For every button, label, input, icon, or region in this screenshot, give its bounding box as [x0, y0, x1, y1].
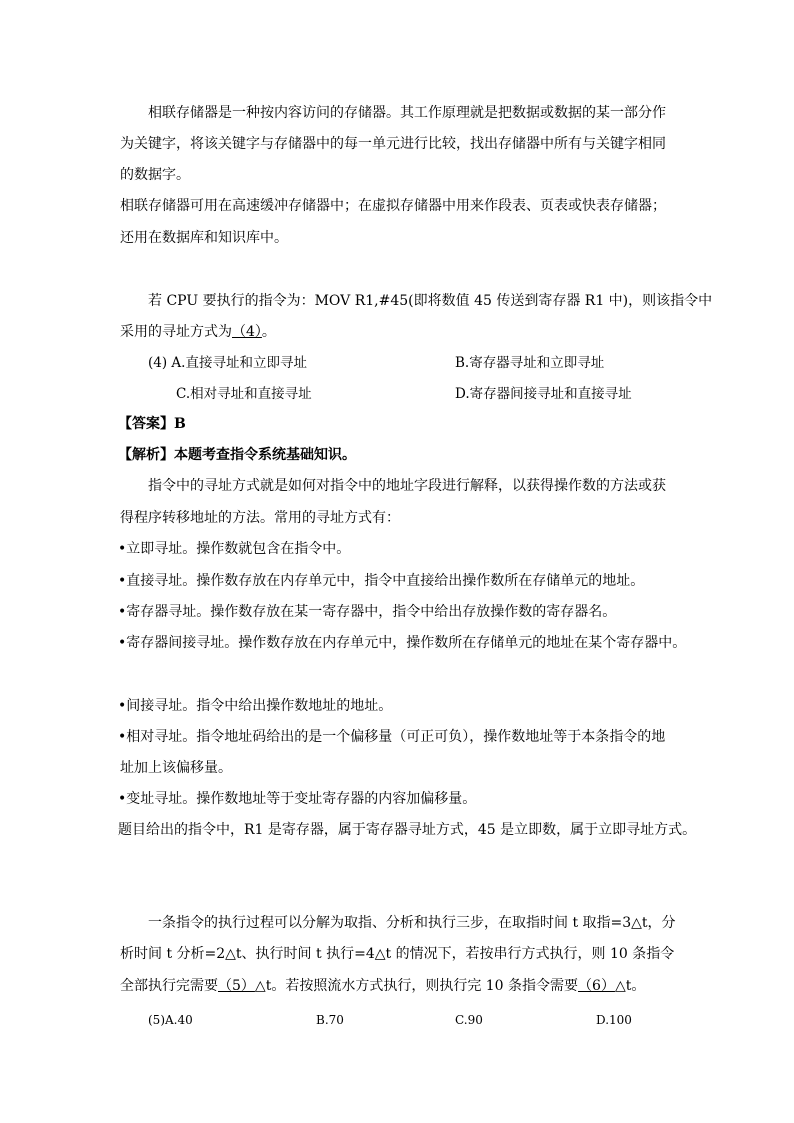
analysis-line-3: •立即寻址。操作数就包含在指令中。: [118, 541, 351, 557]
q5-stem-line3: [120, 977, 645, 995]
analysis-line-8: •相对寻址。指令地址码给出的是一个偏移量（可正可负），操作数地址等于本条指令的地: [118, 729, 666, 745]
para1-line2: 为关键字，将该关键字与存储器中的每一单元进行比较，找出存储器中所有与关键字相同: [120, 136, 666, 152]
analysis-line-10: •变址寻址。操作数地址等于变址寄存器的内容加偏移量。: [118, 791, 477, 807]
q5-option-a: (5)A.40: [148, 1013, 193, 1027]
analysis-line-1: 指令中的寻址方式就是如何对指令中的地址字段进行解释，以获得操作数的方法或获: [148, 478, 666, 494]
para2-line1: 相联存储器可用在高速缓冲存储器中；在虚拟存储器中用来作段表、页表或快表存储器；: [120, 198, 666, 214]
q5-stem-part-b: △t。若按照流水方式执行，则执行完 10 条指令需要: [254, 978, 579, 994]
q4-analysis-title: 【解析】本题考查指令系统基础知识。: [118, 447, 356, 463]
q4-stem-suffix: 。: [261, 324, 276, 340]
analysis-line-9: 址加上该偏移量。: [120, 760, 232, 776]
q5-option-d: D.100: [596, 1013, 632, 1027]
analysis-line-2: 得程序转移地址的方法。常用的寻址方式有：: [120, 510, 400, 526]
analysis-line-5: •寄存器寻址。操作数存放在某一寄存器中，指令中给出存放操作数的寄存器名。: [118, 604, 617, 620]
para1-line3: 的数据字。: [120, 167, 190, 183]
q4-option-d: D.寄存器间接寻址和直接寻址: [455, 386, 632, 402]
q5-option-b: B.70: [316, 1013, 344, 1027]
q6-blank: （6）: [578, 978, 615, 994]
analysis-line-6: •寄存器间接寻址。操作数存放在内存单元中，操作数所在存储单元的地址在某个寄存器中。: [118, 635, 687, 651]
q5-stem-part-a: 全部执行完需要: [120, 978, 218, 994]
q4-stem-prefix: 采用的寻址方式为: [120, 324, 232, 340]
q4-blank: （4）: [232, 324, 262, 340]
para1-line1: 相联存储器是一种按内容访问的存储器。其工作原理就是把数据或数据的某一部分作: [148, 105, 666, 121]
q5-stem-line2: 析时间 t 分析=2△t、执行时间 t 执行=4△t 的情况下，若按串行方式执行，则 10 条指令: [120, 946, 675, 962]
analysis-line-4: •直接寻址。操作数存放在内存单元中，指令中直接给出操作数所在存储单元的地址。: [118, 573, 645, 589]
analysis-line-7: •间接寻址。指令中给出操作数地址的地址。: [118, 698, 393, 714]
q5-option-c: C.90: [455, 1013, 483, 1027]
q4-stem-line1: 若 CPU 要执行的指令为：MOV R1,#45(即将数值 45 传送到寄存器 R1 中)，则该指令中: [148, 293, 713, 309]
q4-answer: 【答案】B: [118, 416, 186, 432]
q4-option-b: B.寄存器寻址和立即寻址: [455, 355, 605, 371]
analysis-line-11: 题目给出的指令中，R1 是寄存器，属于寄存器寻址方式，45 是立即数，属于立即寻址方式。: [118, 822, 697, 838]
q4-option-c: C.相对寻址和直接寻址: [176, 386, 312, 402]
para2-line2: 还用在数据库和知识库中。: [120, 230, 288, 246]
q4-option-a: (4) A.直接寻址和立即寻址: [148, 355, 307, 371]
q4-stem-line2: [120, 323, 276, 341]
q5-stem-part-c: △t。: [614, 978, 646, 994]
q5-blank: （5）: [218, 978, 255, 994]
q5-stem-line1: 一条指令的执行过程可以分解为取指、分析和执行三步，在取指时间 t 取指=3△t，分: [148, 915, 676, 931]
